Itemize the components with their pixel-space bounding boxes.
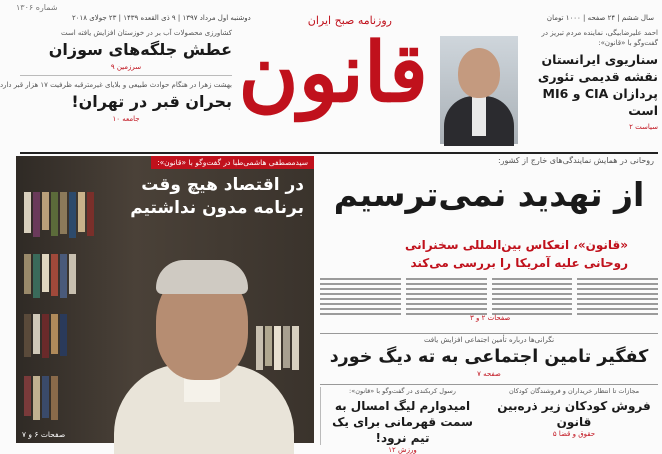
secondary-story	[320, 336, 658, 384]
page-reference[interactable]: حقوق و قضا ۵	[552, 430, 596, 438]
newspaper-logo: قانون	[238, 25, 428, 121]
divider	[320, 384, 658, 385]
lead-body-text	[320, 278, 658, 318]
divider	[320, 333, 658, 334]
lead-subheadline[interactable]: «قانون»، انعکاس بین‌المللی سخنرانی روحانی علیه آمریکا را بررسی می‌کند	[404, 238, 628, 270]
page-reference[interactable]: صفحات ۲ و ۳	[470, 314, 511, 322]
book-row	[24, 314, 67, 358]
lead-kicker: روحانی در همایش نمایندگی‌های خارج از کشور:	[497, 156, 654, 165]
feature-photo-panel[interactable]	[16, 156, 314, 443]
bottom-right-story	[490, 387, 658, 445]
story-headline[interactable]: بحران قبر در تهران!	[71, 92, 232, 111]
page-reference[interactable]: ورزش ۱۲	[388, 446, 417, 454]
year-and-price: سال ششم | ۲۴ صفحه | ۱۰۰۰ تومان	[546, 14, 654, 22]
story-kicker: احمد علیرضابیگی، نماینده مردم تبریز در گفت‌وگو با «قانون»:	[541, 29, 658, 47]
portrait-photo	[440, 36, 518, 144]
publication-date: دوشنبه اول مرداد ۱۳۹۷ | ۹ ذی القعده ۱۴۳۹ | ۲۳ جولای ۲۰۱۸	[72, 14, 251, 22]
left-top-column	[0, 28, 232, 150]
right-story	[524, 28, 658, 131]
story-kicker: بهشت زهرا در هنگام حوادث طبیعی و بلایای غیرمترقبه ظرفیت ۱۷ هزار قبر دارد	[0, 81, 232, 89]
photo-face	[458, 48, 500, 98]
story-kicker: مجازات تا انتظار خریداران و فروشندگان کودکان	[508, 387, 640, 395]
issue-number: شماره ۱۳۰۶	[16, 3, 58, 12]
divider	[20, 152, 658, 154]
right-top-column	[440, 28, 658, 150]
page-reference[interactable]: سیاست ۲	[629, 123, 658, 131]
book-row	[24, 254, 76, 298]
feature-kicker: سیدمصطفی هاشمی‌طبا در گفت‌وگو با «قانون»:	[151, 156, 314, 169]
person-hair	[156, 260, 248, 294]
masthead-tagline: روزنامه صبح ایران	[307, 14, 392, 27]
bottom-left-story	[320, 387, 484, 454]
page-reference[interactable]: جامعه ۱۰	[112, 115, 140, 123]
story-headline[interactable]: کفگیر تامین اجتماعی به ته دیگ خورد	[329, 347, 649, 367]
story-headline[interactable]: سناریوی ایرانستان نقشه قدیمی تئوری پردازان CIA و MI6 است	[537, 52, 658, 118]
page-reference[interactable]: صفحه ۷	[477, 370, 501, 378]
story-kicker: کشاورزی محصولات آب بر در خوزستان افزایش یافته است	[60, 29, 232, 37]
story-headline[interactable]: امیدوارم لیگ امسال به سمت قهرمانی برای یک تیم نرود!	[332, 399, 473, 445]
divider	[20, 75, 232, 76]
page-reference[interactable]: سرزمین ۹	[110, 63, 142, 71]
photo-shirt	[472, 96, 486, 136]
story-kicker: نگرانی‌ها درباره تأمین اجتماعی افزایش یافت	[423, 336, 555, 344]
lead-story	[320, 156, 658, 331]
text-column	[406, 278, 487, 318]
story-headline[interactable]: فروش کودکان زیر ذره‌بین قانون	[497, 399, 651, 429]
page-reference[interactable]: صفحات ۶ و ۷	[22, 430, 66, 439]
text-column	[492, 278, 573, 318]
story-kicker: رسول کربکندی در گفت‌وگو با «قانون»:	[349, 387, 456, 395]
masthead	[237, 8, 432, 148]
text-column	[320, 278, 401, 318]
story-headline[interactable]: عطش جلگه‌های سوزان	[48, 40, 232, 59]
book-row	[24, 192, 94, 238]
book-row	[24, 376, 58, 420]
text-column	[577, 278, 658, 318]
feature-headline[interactable]: در اقتصاد هیچ وقت برنامه مدون نداشتیم	[130, 175, 304, 218]
book-row	[256, 326, 299, 370]
lead-headline[interactable]: از تهدید نمی‌ترسیم	[333, 175, 645, 214]
